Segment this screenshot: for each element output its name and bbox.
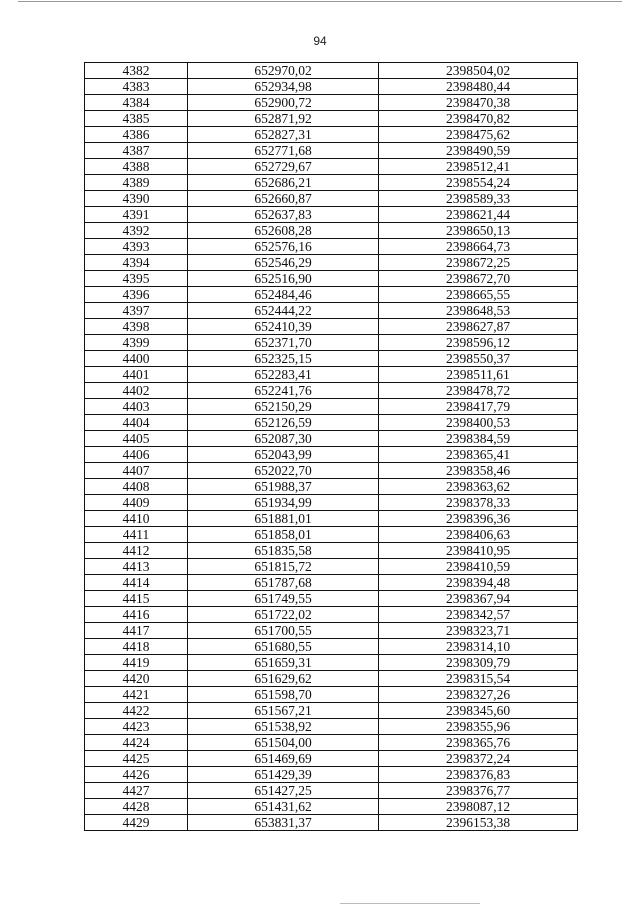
table-row (85, 143, 578, 159)
x-coordinate-cell: 652410,39 (188, 319, 379, 335)
coordinates-table-body (85, 63, 578, 831)
y-coordinate-cell: 2398323,71 (379, 623, 578, 639)
y-coordinate-cell: 2398589,33 (379, 191, 578, 207)
x-coordinate-cell: 651700,55 (188, 623, 379, 639)
table-row (85, 319, 578, 335)
y-coordinate-cell: 2398327,26 (379, 687, 578, 703)
x-coordinate-cell: 651598,70 (188, 687, 379, 703)
point-number-cell: 4394 (85, 255, 188, 271)
x-coordinate-cell: 653831,37 (188, 815, 379, 831)
point-number-cell: 4387 (85, 143, 188, 159)
point-number-cell: 4412 (85, 543, 188, 559)
x-coordinate-cell: 651835,58 (188, 543, 379, 559)
x-coordinate-cell: 652325,15 (188, 351, 379, 367)
x-coordinate-cell: 652900,72 (188, 95, 379, 111)
y-coordinate-cell: 2398596,12 (379, 335, 578, 351)
table-row (85, 735, 578, 751)
y-coordinate-cell: 2398376,83 (379, 767, 578, 783)
point-number-cell: 4396 (85, 287, 188, 303)
y-coordinate-cell: 2398309,79 (379, 655, 578, 671)
y-coordinate-cell: 2398410,95 (379, 543, 578, 559)
x-coordinate-cell: 652729,67 (188, 159, 379, 175)
page-number: 94 (313, 34, 327, 48)
table-row (85, 639, 578, 655)
table-row (85, 511, 578, 527)
y-coordinate-cell: 2398512,41 (379, 159, 578, 175)
point-number-cell: 4390 (85, 191, 188, 207)
table-row (85, 767, 578, 783)
point-number-cell: 4400 (85, 351, 188, 367)
table-row (85, 687, 578, 703)
x-coordinate-cell: 652686,21 (188, 175, 379, 191)
point-number-cell: 4407 (85, 463, 188, 479)
table-row (85, 367, 578, 383)
x-coordinate-cell: 652484,46 (188, 287, 379, 303)
point-number-cell: 4421 (85, 687, 188, 703)
y-coordinate-cell: 2398621,44 (379, 207, 578, 223)
point-number-cell: 4386 (85, 127, 188, 143)
point-number-cell: 4414 (85, 575, 188, 591)
top-border-line (18, 1, 622, 2)
point-number-cell: 4404 (85, 415, 188, 431)
y-coordinate-cell: 2398378,33 (379, 495, 578, 511)
point-number-cell: 4393 (85, 239, 188, 255)
point-number-cell: 4429 (85, 815, 188, 831)
x-coordinate-cell: 652934,98 (188, 79, 379, 95)
point-number-cell: 4423 (85, 719, 188, 735)
y-coordinate-cell: 2398365,41 (379, 447, 578, 463)
x-coordinate-cell: 651659,31 (188, 655, 379, 671)
table-row (85, 463, 578, 479)
x-coordinate-cell: 651504,00 (188, 735, 379, 751)
table-row (85, 575, 578, 591)
point-number-cell: 4388 (85, 159, 188, 175)
y-coordinate-cell: 2398511,61 (379, 367, 578, 383)
x-coordinate-cell: 651429,39 (188, 767, 379, 783)
x-coordinate-cell: 652970,02 (188, 63, 379, 79)
x-coordinate-cell: 651567,21 (188, 703, 379, 719)
x-coordinate-cell: 652022,70 (188, 463, 379, 479)
x-coordinate-cell: 652371,70 (188, 335, 379, 351)
point-number-cell: 4398 (85, 319, 188, 335)
point-number-cell: 4417 (85, 623, 188, 639)
x-coordinate-cell: 652043,99 (188, 447, 379, 463)
table-row (85, 111, 578, 127)
table-row (85, 175, 578, 191)
point-number-cell: 4405 (85, 431, 188, 447)
y-coordinate-cell: 2398665,55 (379, 287, 578, 303)
x-coordinate-cell: 651787,68 (188, 575, 379, 591)
point-number-cell: 4415 (85, 591, 188, 607)
x-coordinate-cell: 652126,59 (188, 415, 379, 431)
y-coordinate-cell: 2398400,53 (379, 415, 578, 431)
y-coordinate-cell: 2398664,73 (379, 239, 578, 255)
point-number-cell: 4413 (85, 559, 188, 575)
table-row (85, 607, 578, 623)
y-coordinate-cell: 2398358,46 (379, 463, 578, 479)
y-coordinate-cell: 2398417,79 (379, 399, 578, 415)
table-row (85, 95, 578, 111)
table-row (85, 79, 578, 95)
table-row (85, 719, 578, 735)
y-coordinate-cell: 2398315,54 (379, 671, 578, 687)
y-coordinate-cell: 2398672,25 (379, 255, 578, 271)
y-coordinate-cell: 2396153,38 (379, 815, 578, 831)
point-number-cell: 4419 (85, 655, 188, 671)
x-coordinate-cell: 652576,16 (188, 239, 379, 255)
x-coordinate-cell: 652150,29 (188, 399, 379, 415)
y-coordinate-cell: 2398394,48 (379, 575, 578, 591)
x-coordinate-cell: 652871,92 (188, 111, 379, 127)
x-coordinate-cell: 651538,92 (188, 719, 379, 735)
table-row (85, 223, 578, 239)
y-coordinate-cell: 2398410,59 (379, 559, 578, 575)
table-row (85, 127, 578, 143)
point-number-cell: 4403 (85, 399, 188, 415)
y-coordinate-cell: 2398550,37 (379, 351, 578, 367)
x-coordinate-cell: 652087,30 (188, 431, 379, 447)
table-row (85, 703, 578, 719)
point-number-cell: 4402 (85, 383, 188, 399)
point-number-cell: 4397 (85, 303, 188, 319)
x-coordinate-cell: 651431,62 (188, 799, 379, 815)
table-row (85, 447, 578, 463)
x-coordinate-cell: 652516,90 (188, 271, 379, 287)
y-coordinate-cell: 2398554,24 (379, 175, 578, 191)
y-coordinate-cell: 2398504,02 (379, 63, 578, 79)
point-number-cell: 4399 (85, 335, 188, 351)
point-number-cell: 4410 (85, 511, 188, 527)
x-coordinate-cell: 652660,87 (188, 191, 379, 207)
point-number-cell: 4427 (85, 783, 188, 799)
table-row (85, 623, 578, 639)
table-row (85, 751, 578, 767)
x-coordinate-cell: 652827,31 (188, 127, 379, 143)
point-number-cell: 4389 (85, 175, 188, 191)
x-coordinate-cell: 652444,22 (188, 303, 379, 319)
x-coordinate-cell: 651815,72 (188, 559, 379, 575)
x-coordinate-cell: 652771,68 (188, 143, 379, 159)
point-number-cell: 4395 (85, 271, 188, 287)
point-number-cell: 4428 (85, 799, 188, 815)
table-row (85, 783, 578, 799)
table-row (85, 543, 578, 559)
y-coordinate-cell: 2398367,94 (379, 591, 578, 607)
point-number-cell: 4385 (85, 111, 188, 127)
point-number-cell: 4391 (85, 207, 188, 223)
table-row (85, 671, 578, 687)
y-coordinate-cell: 2398355,96 (379, 719, 578, 735)
table-row (85, 271, 578, 287)
table-row (85, 655, 578, 671)
x-coordinate-cell: 651427,25 (188, 783, 379, 799)
point-number-cell: 4392 (85, 223, 188, 239)
table-row (85, 239, 578, 255)
table-row (85, 207, 578, 223)
point-number-cell: 4418 (85, 639, 188, 655)
y-coordinate-cell: 2398475,62 (379, 127, 578, 143)
point-number-cell: 4420 (85, 671, 188, 687)
table-row (85, 287, 578, 303)
x-coordinate-cell: 651934,99 (188, 495, 379, 511)
x-coordinate-cell: 651988,37 (188, 479, 379, 495)
x-coordinate-cell: 652546,29 (188, 255, 379, 271)
point-number-cell: 4384 (85, 95, 188, 111)
point-number-cell: 4408 (85, 479, 188, 495)
x-coordinate-cell: 652241,76 (188, 383, 379, 399)
x-coordinate-cell: 652637,83 (188, 207, 379, 223)
bottom-border-line (340, 903, 480, 904)
x-coordinate-cell: 652608,28 (188, 223, 379, 239)
table-row (85, 159, 578, 175)
y-coordinate-cell: 2398372,24 (379, 751, 578, 767)
table-row (85, 191, 578, 207)
table-row (85, 303, 578, 319)
point-number-cell: 4409 (85, 495, 188, 511)
x-coordinate-cell: 651858,01 (188, 527, 379, 543)
table-row (85, 351, 578, 367)
point-number-cell: 4411 (85, 527, 188, 543)
y-coordinate-cell: 2398648,53 (379, 303, 578, 319)
x-coordinate-cell: 652283,41 (188, 367, 379, 383)
table-row (85, 399, 578, 415)
table-row (85, 799, 578, 815)
x-coordinate-cell: 651749,55 (188, 591, 379, 607)
point-number-cell: 4382 (85, 63, 188, 79)
x-coordinate-cell: 651629,62 (188, 671, 379, 687)
table-row (85, 815, 578, 831)
y-coordinate-cell: 2398396,36 (379, 511, 578, 527)
table-row (85, 431, 578, 447)
y-coordinate-cell: 2398376,77 (379, 783, 578, 799)
point-number-cell: 4426 (85, 767, 188, 783)
coordinates-table (84, 62, 578, 831)
table-row (85, 255, 578, 271)
table-row (85, 479, 578, 495)
y-coordinate-cell: 2398314,10 (379, 639, 578, 655)
table-row (85, 495, 578, 511)
y-coordinate-cell: 2398345,60 (379, 703, 578, 719)
y-coordinate-cell: 2398406,63 (379, 527, 578, 543)
point-number-cell: 4416 (85, 607, 188, 623)
table-row (85, 415, 578, 431)
table-row (85, 335, 578, 351)
y-coordinate-cell: 2398490,59 (379, 143, 578, 159)
y-coordinate-cell: 2398478,72 (379, 383, 578, 399)
table-row (85, 63, 578, 79)
y-coordinate-cell: 2398363,62 (379, 479, 578, 495)
table-row (85, 591, 578, 607)
y-coordinate-cell: 2398365,76 (379, 735, 578, 751)
point-number-cell: 4406 (85, 447, 188, 463)
x-coordinate-cell: 651680,55 (188, 639, 379, 655)
point-number-cell: 4383 (85, 79, 188, 95)
table-row (85, 559, 578, 575)
y-coordinate-cell: 2398384,59 (379, 431, 578, 447)
y-coordinate-cell: 2398650,13 (379, 223, 578, 239)
y-coordinate-cell: 2398480,44 (379, 79, 578, 95)
y-coordinate-cell: 2398627,87 (379, 319, 578, 335)
x-coordinate-cell: 651469,69 (188, 751, 379, 767)
y-coordinate-cell: 2398470,38 (379, 95, 578, 111)
y-coordinate-cell: 2398087,12 (379, 799, 578, 815)
table-row (85, 527, 578, 543)
x-coordinate-cell: 651881,01 (188, 511, 379, 527)
point-number-cell: 4425 (85, 751, 188, 767)
point-number-cell: 4424 (85, 735, 188, 751)
y-coordinate-cell: 2398342,57 (379, 607, 578, 623)
point-number-cell: 4422 (85, 703, 188, 719)
y-coordinate-cell: 2398672,70 (379, 271, 578, 287)
y-coordinate-cell: 2398470,82 (379, 111, 578, 127)
x-coordinate-cell: 651722,02 (188, 607, 379, 623)
table-row (85, 383, 578, 399)
point-number-cell: 4401 (85, 367, 188, 383)
